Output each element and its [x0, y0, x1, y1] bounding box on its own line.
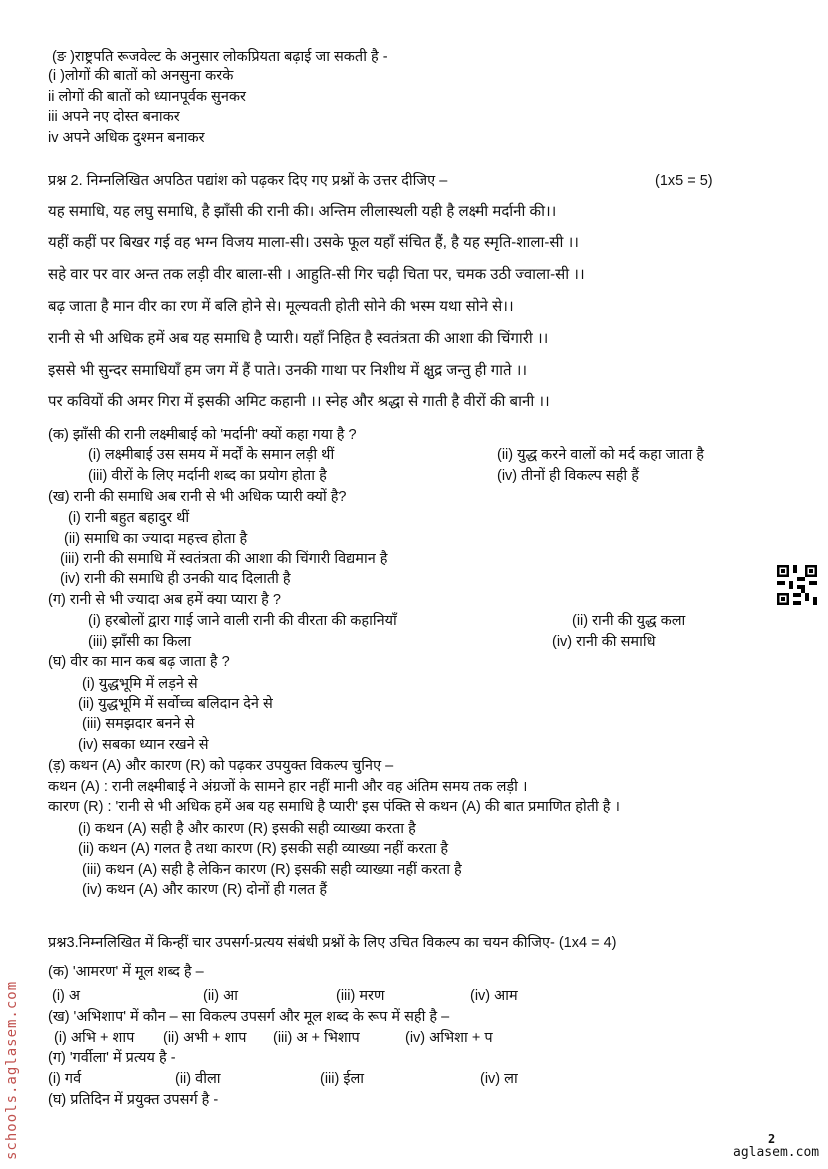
q3-kha-option: (iii) अ + भिशाप: [273, 1030, 360, 1046]
q3-ka-option: (iii) मरण: [336, 988, 385, 1004]
poem-line: यह समाधि, यह लघु समाधि, है झाँसी की रानी की। अन्तिम लीलास्थली यही है लक्ष्मी मर्दानी की।।: [48, 203, 557, 220]
q3-kha-option: (i) अभि + शाप: [54, 1030, 135, 1046]
q2-gha-option: (ii) युद्धभूमि में सर्वोच्च बलिदान देने से: [78, 696, 273, 712]
q2-nga-option: (iv) कथन (A) और कारण (R) दोनों ही गलत हैं: [82, 882, 328, 898]
q2-ka-option: (ii) युद्ध करने वालों को मर्द कहा जाता है: [497, 447, 704, 463]
q2-nga-assertion: कथन (A) : रानी लक्ष्मीबाई ने अंग्रजों के सामने हार नहीं मानी और वह अंतिम समय तक लड़ी ।: [48, 779, 528, 795]
q2-heading: प्रश्न 2. निम्नलिखित अपठित पद्यांश को पढ़कर दिए गए प्रश्नों के उत्तर दीजिए –: [48, 173, 448, 189]
q2-kha-option: (iv) रानी की समाधि ही उनकी याद दिलाती है: [60, 571, 291, 587]
poem-line: रानी से भी अधिक हमें अब यह समाधि है प्यारी। यहाँ निहित है स्वतंत्रता की आशा की चिंगारी ।।: [48, 330, 549, 347]
q2-ga-option: (iv) रानी की समाधि: [552, 634, 656, 650]
poem-line: इससे भी सुन्दर समाधियाँ हम जग में हैं पाते। उनकी गाथा पर निशीथ में क्षुद्र जन्तु ही गाते ।।: [48, 362, 528, 379]
q1e-option: iv अपने अधिक दुश्मन बनाकर: [48, 130, 205, 146]
site-footer: aglasem.com: [733, 1145, 820, 1160]
q2-marks: (1x5 = 5): [655, 173, 713, 189]
q1e-option: iii अपने नए दोस्त बनाकर: [48, 109, 180, 125]
q3-ka-option: (iv) आम: [470, 988, 518, 1004]
q2-kha-option: (i) रानी बहुत बहादुर थीं: [68, 510, 190, 526]
q3-kha-option: (iv) अभिशा + प: [405, 1030, 493, 1046]
q3-kha-option: (ii) अभी + शाप: [163, 1030, 247, 1046]
q2-ka-option: (i) लक्ष्मीबाई उस समय में मर्दों के समान लड़ी थीं: [88, 447, 335, 463]
q2-nga-option: (i) कथन (A) सही है और कारण (R) इसकी सही व्याख्या करता है: [78, 821, 416, 837]
poem-line: यहीं कहीं पर बिखर गई वह भग्न विजय माला-सी। उसके फूल यहाँ संचित हैं, है यह स्मृति-शाला-सी ।।: [48, 234, 579, 251]
q2-kha-option: (ii) समाधि का ज्यादा महत्त्व होता है: [64, 531, 248, 547]
q2-kha-question: (ख) रानी की समाधि अब रानी से भी अधिक प्यारी क्यों है?: [48, 489, 347, 505]
q3-ga-option: (iv) ला: [480, 1071, 518, 1087]
page-number: 2: [768, 1132, 776, 1146]
q2-gha-question: (घ) वीर का मान कब बढ़ जाता है ?: [48, 654, 230, 670]
q3-ga-option: (iii) ईला: [320, 1071, 365, 1087]
q1e-option: ii लोगों की बातों को ध्यानपूर्वक सुनकर: [48, 89, 246, 105]
q2-ga-option: (i) हरबोलों द्वारा गाई जाने वाली रानी की वीरता की कहानियाँ: [88, 613, 397, 629]
watermark: schools.aglasem.com: [4, 980, 20, 1160]
q3-ga-question: (ग) 'गर्वीला' में प्रत्यय है -: [48, 1050, 176, 1066]
q2-gha-option: (iv) सबका ध्यान रखने से: [78, 737, 209, 753]
q2-gha-option: (i) युद्धभूमि में लड़ने से: [82, 676, 198, 692]
q3-kha-question: (ख) 'अभिशाप' में कौन – सा विकल्प उपसर्ग और मूल शब्द के रूप में सही है –: [48, 1009, 450, 1025]
q2-ga-option: (ii) रानी की युद्ध कला: [572, 613, 686, 629]
q2-kha-option: (iii) रानी की समाधि में स्वतंत्रता की आशा की चिंगारी विद्यमान है: [60, 551, 388, 567]
poem-line: सहे वार पर वार अन्त तक लड़ी वीर बाला-सी । आहुति-सी गिर चढ़ी चिता पर, चमक उठी ज्वाला-सी ।।: [48, 266, 585, 283]
q2-nga-reason: कारण (R) : 'रानी से भी अधिक हमें अब यह समाधि है प्यारी' इस पंक्ति से कथन (A) की बात प्रमाणित होती है ।: [48, 799, 621, 815]
poem-line: बढ़ जाता है मान वीर का रण में बलि होने से। मूल्यवती होती सोने की भस्म यथा सोने से।।: [48, 298, 514, 315]
q3-gha-question: (घ) प्रतिदिन में प्रयुक्त उपसर्ग है -: [48, 1092, 219, 1108]
q3-ka-question: (क) 'आमरण' में मूल शब्द है –: [48, 964, 204, 980]
q3-ka-option: (i) अ: [52, 988, 80, 1004]
q1e-option: (i )लोगों की बातों को अनसुना करके: [48, 68, 234, 84]
q2-ka-option: (iii) वीरों के लिए मर्दानी शब्द का प्रयोग होता है: [88, 468, 327, 484]
q3-ga-option: (i) गर्व: [48, 1071, 82, 1087]
q2-nga-option: (iii) कथन (A) सही है लेकिन कारण (R) इसकी सही व्याख्या नहीं करता है: [82, 862, 462, 878]
qr-code-icon: [777, 565, 817, 605]
q1e-question: (ङ )राष्ट्रपति रूजवेल्ट के अनुसार लोकप्रियता बढ़ाई जा सकती है -: [52, 49, 388, 65]
q2-ga-question: (ग) रानी से भी ज्यादा अब हमें क्या प्यारा है ?: [48, 592, 281, 608]
q2-nga-question: (ड़) कथन (A) और कारण (R) को पढ़कर उपयुक्त विकल्प चुनिए –: [48, 758, 394, 774]
q2-ga-option: (iii) झाँसी का किला: [88, 634, 192, 650]
q3-ka-option: (ii) आ: [203, 988, 238, 1004]
poem-line: पर कवियों की अमर गिरा में इसकी अमिट कहानी ।। स्नेह और श्रद्धा से गाती है वीरों की बानी ।।: [48, 393, 550, 410]
q2-ka-option: (iv) तीनों ही विकल्प सही हैं: [497, 468, 639, 484]
q2-gha-option: (iii) समझदार बनने से: [82, 716, 195, 732]
q2-ka-question: (क) झाँसी की रानी लक्ष्मीबाई को 'मर्दानी' क्यों कहा गया है ?: [48, 427, 357, 443]
q3-heading: प्रश्न3.निम्नलिखित में किन्हीं चार उपसर्ग-प्रत्यय संबंधी प्रश्नों के लिए उचित विकल्प का चयन कीजिए- (1x4 = 4): [48, 935, 617, 951]
q2-nga-option: (ii) कथन (A) गलत है तथा कारण (R) इसकी सही व्याख्या नहीं करता है: [78, 841, 449, 857]
q3-ga-option: (ii) वीला: [175, 1071, 221, 1087]
